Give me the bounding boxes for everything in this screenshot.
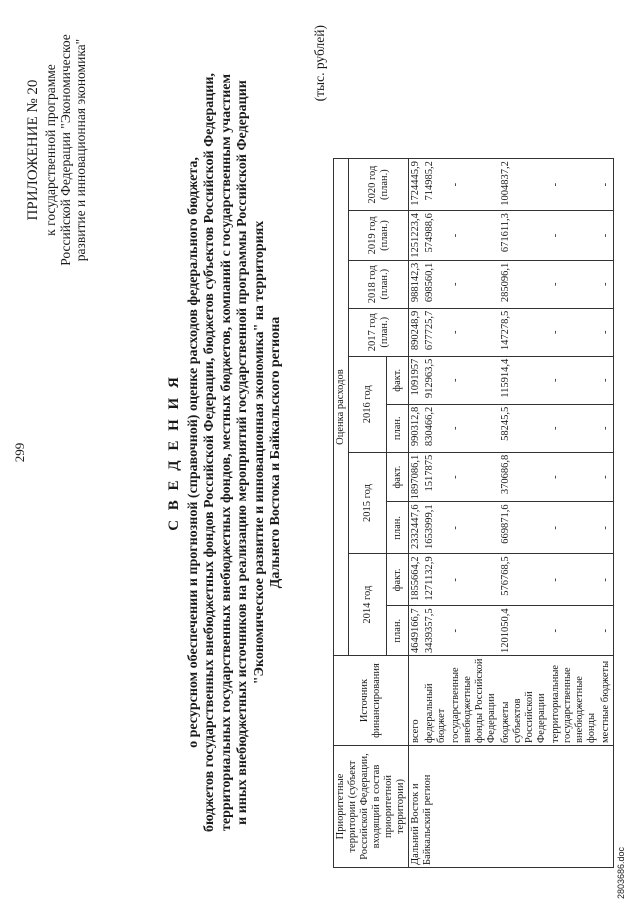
header-plan: план. — [387, 502, 409, 554]
value-cell: 285096,1 — [499, 260, 549, 308]
value-cell: - — [549, 606, 599, 656]
header-territory: Приоритетные территории (субъект Российской Федерации, входящий в состав приоритетной территории) — [334, 746, 409, 868]
value-cell: - — [449, 502, 499, 554]
page-number: 299 — [12, 442, 27, 463]
value-cell: 574988,6 — [423, 211, 449, 261]
value-cell: - — [599, 159, 614, 211]
value-cell: 671611,3 — [499, 211, 549, 261]
value-cell: - — [449, 159, 499, 211]
value-cell: - — [449, 404, 499, 452]
value-cell: - — [549, 404, 599, 452]
value-cell: 1897086,1 — [409, 452, 424, 502]
table-body — [409, 159, 614, 868]
value-cell: - — [449, 308, 499, 356]
value-cell: - — [449, 554, 499, 606]
header-fact: факт. — [387, 356, 409, 404]
value-cell: - — [449, 606, 499, 656]
value-cell: - — [549, 159, 599, 211]
value-cell: - — [549, 502, 599, 554]
units-label: (тыс. рублей) — [312, 25, 327, 102]
header-plan: план. — [387, 606, 409, 656]
subtitle-line: территориальных государственных внебюджетных фондов, местных бюджетов, компаний с государственным участием — [218, 73, 234, 832]
header-year-2017: 2017 год (план.) — [349, 308, 409, 356]
value-cell: - — [549, 554, 599, 606]
source-cell: территориальные государственные внебюджетные фонды — [549, 656, 599, 746]
source-cell: государственные внебюджетные фонды Российской Федерации — [449, 656, 499, 746]
source-cell: федеральный бюджет — [423, 656, 449, 746]
value-cell: - — [599, 554, 614, 606]
subtitle-line: Дальнего Востока и Байкальского региона — [268, 316, 284, 589]
value-cell: - — [599, 356, 614, 404]
document-title: С В Е Д Е Н И Я — [166, 374, 182, 531]
value-cell: - — [599, 606, 614, 656]
value-cell: - — [449, 356, 499, 404]
value-cell: - — [549, 211, 599, 261]
value-cell: 1855664,2 — [409, 554, 424, 606]
value-cell: - — [549, 356, 599, 404]
document-subtitle — [186, 35, 284, 870]
value-cell: 890248,9 — [409, 308, 424, 356]
source-cell: всего — [409, 656, 424, 746]
value-cell: 830466,2 — [423, 404, 449, 452]
territory-cell: Дальний Восток и Байкальский регион — [409, 746, 614, 868]
header-year-2016: 2016 год — [349, 356, 387, 452]
value-cell: 714985,2 — [423, 159, 449, 211]
table-row — [409, 159, 424, 868]
value-cell: - — [599, 452, 614, 502]
appendix-line: Российской Федерации "Экономическое — [58, 34, 73, 266]
appendix-block — [26, 15, 88, 285]
appendix-title: ПРИЛОЖЕНИЕ № 20 — [25, 79, 41, 221]
value-cell: 147278,5 — [499, 308, 549, 356]
value-cell: 912963,5 — [423, 356, 449, 404]
value-cell: - — [599, 308, 614, 356]
subtitle-line: бюджетов государственных внебюджетных фондов Российской Федерации, бюджетов субъектов Российской Федерации, — [202, 73, 218, 832]
value-cell: 988142,3 — [409, 260, 424, 308]
value-cell: 1004837,2 — [499, 159, 549, 211]
value-cell: 669871,6 — [499, 502, 549, 554]
source-cell: бюджеты субъектов Российской Федерации — [499, 656, 549, 746]
header-year-2015: 2015 год — [349, 452, 387, 554]
value-cell: 576768,5 — [499, 554, 549, 606]
header-year-2018: 2018 год (план.) — [349, 260, 409, 308]
header-fact: факт. — [387, 554, 409, 606]
value-cell: 1517875 — [423, 452, 449, 502]
value-cell: 1091957 — [409, 356, 424, 404]
value-cell: - — [599, 502, 614, 554]
value-cell: 2332447,6 — [409, 502, 424, 554]
value-cell: 58245,5 — [499, 404, 549, 452]
header-year-2020: 2020 год (план.) — [349, 159, 409, 211]
appendix-line: развитие и инновационная экономика" — [73, 38, 88, 262]
subtitle-line: "Экономическое развитие и инновационная экономика" на территориях — [251, 220, 267, 685]
resource-table — [333, 158, 614, 868]
file-name: 2803686.doc — [616, 846, 626, 899]
appendix-line: к государственной программе — [43, 64, 58, 236]
value-cell: 1271132,9 — [423, 554, 449, 606]
value-cell: 4649166,7 — [409, 606, 424, 656]
value-cell: - — [549, 308, 599, 356]
value-cell: - — [449, 452, 499, 502]
value-cell: 115914,4 — [499, 356, 549, 404]
value-cell: 677725,7 — [423, 308, 449, 356]
header-year-2014: 2014 год — [349, 554, 387, 656]
header-estimate: Оценка расходов — [334, 159, 349, 656]
value-cell: - — [599, 260, 614, 308]
value-cell: 370686,8 — [499, 452, 549, 502]
value-cell: 1724445,9 — [409, 159, 424, 211]
header-plan: план. — [387, 404, 409, 452]
value-cell: 1201050,4 — [499, 606, 549, 656]
value-cell: 990312,8 — [409, 404, 424, 452]
value-cell: - — [599, 404, 614, 452]
value-cell: 3439357,5 — [423, 606, 449, 656]
source-cell: местные бюджеты — [599, 656, 614, 746]
header-year-2019: 2019 год (план.) — [349, 211, 409, 261]
value-cell: 698560,1 — [423, 260, 449, 308]
subtitle-line: о ресурсном обеспечении и прогнозной (справочной) оценке расходов федерального бюджета, — [186, 157, 201, 748]
header-fact: факт. — [387, 452, 409, 502]
value-cell: - — [449, 260, 499, 308]
header-source: Источник финансирования — [334, 656, 409, 746]
value-cell: 1653999,1 — [423, 502, 449, 554]
value-cell: 1251223,4 — [409, 211, 424, 261]
subtitle-line: и иных внебюджетных источников на реализацию мероприятий государственной программы Российской Федерации — [235, 80, 251, 825]
value-cell: - — [449, 211, 499, 261]
value-cell: - — [549, 260, 599, 308]
value-cell: - — [549, 452, 599, 502]
value-cell: - — [599, 211, 614, 261]
